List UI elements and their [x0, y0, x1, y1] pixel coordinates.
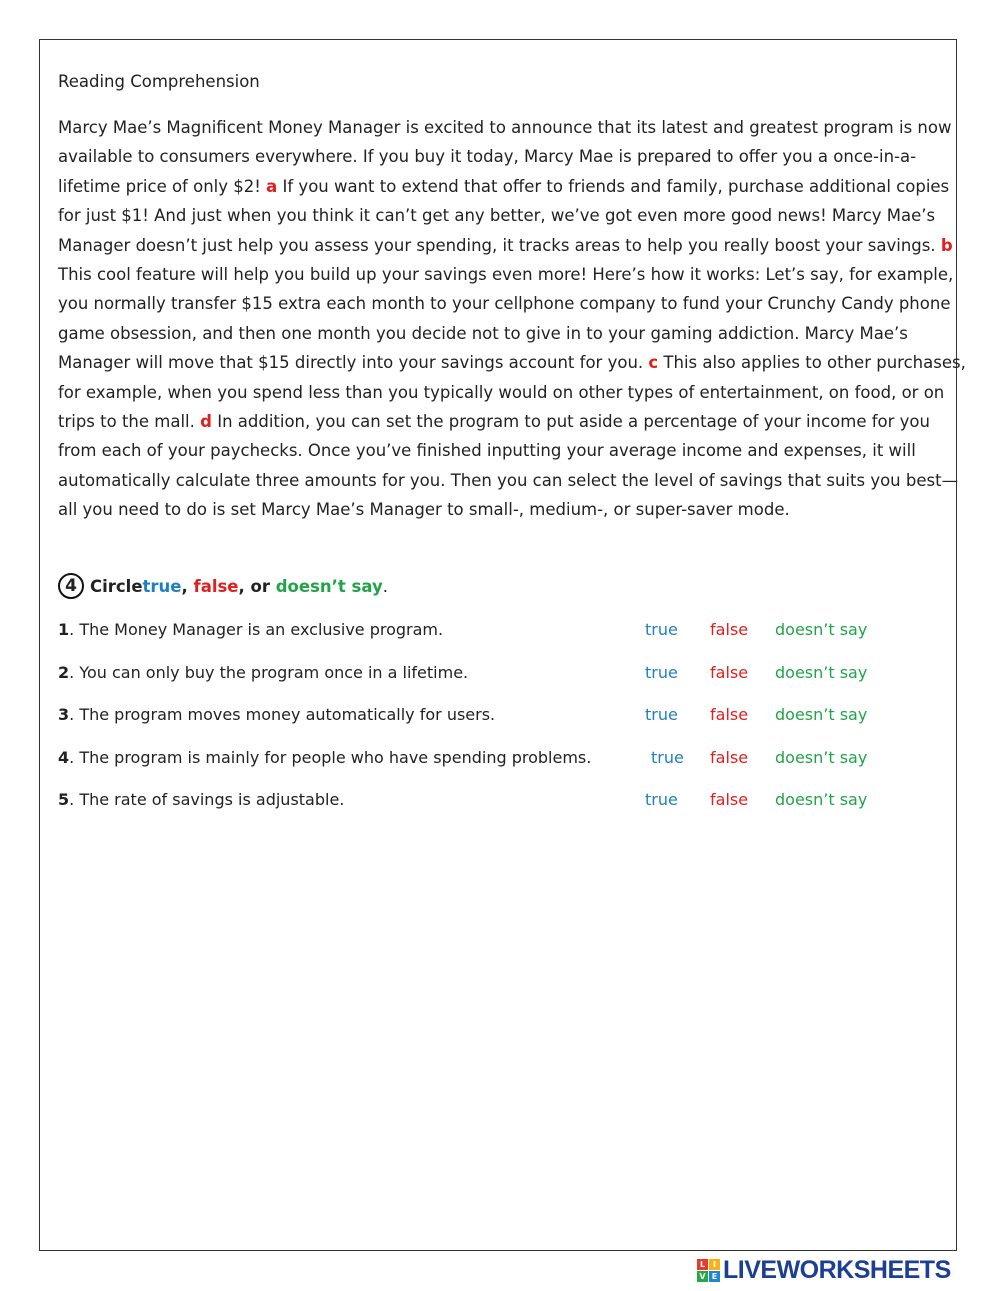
passage-text: for just $1! And just when you think it can’t get any better, we’ve got even more good news! Marcy Mae’s — [58, 206, 936, 226]
question-number: 1 — [58, 620, 70, 639]
passage-marker-a: a — [266, 176, 278, 196]
option-true[interactable]: true — [645, 705, 678, 724]
passage-text: all you need to do is set Marcy Mae’s Manager to small-, medium-, or super-saver mode. — [58, 500, 790, 520]
option-true[interactable]: true — [645, 620, 678, 639]
passage-line — [58, 201, 936, 230]
passage-text: lifetime price of only $2! — [58, 176, 267, 196]
option-doesnt-say[interactable]: doesn’t say — [775, 748, 868, 767]
page-title: Reading Comprehension — [58, 72, 260, 91]
question-text: The Money Manager is an exclusive program. — [79, 620, 444, 639]
passage-text: This cool feature will help you build up your savings even more! Here’s how it works: Let’s say, for example, — [58, 265, 954, 285]
question-number: 5 — [58, 790, 70, 809]
passage-marker-d: d — [200, 412, 212, 432]
question-number: 3 — [58, 705, 70, 724]
exercise-instruction — [58, 570, 388, 602]
option-doesnt-say[interactable]: doesn’t say — [775, 663, 868, 682]
question-text: The program is mainly for people who have spending problems. — [79, 748, 592, 767]
passage-text: you normally transfer $15 extra each month to your cellphone company to fund your Crunchy Candy phone — [58, 294, 951, 314]
logo-block: V — [697, 1271, 708, 1282]
option-false[interactable]: false — [710, 663, 749, 682]
question-text: The rate of savings is adjustable. — [79, 790, 345, 809]
option-true[interactable]: true — [651, 748, 684, 767]
passage-line — [58, 436, 930, 465]
question-number-dot: . — [69, 620, 80, 639]
question-number-dot: . — [69, 705, 80, 724]
option-false[interactable]: false — [710, 748, 749, 767]
passage-marker-c: c — [648, 353, 659, 373]
passage-marker-b: b — [940, 235, 953, 255]
instruction-word-doesnt-say: doesn’t say — [275, 576, 383, 596]
passage-line — [58, 142, 930, 171]
option-true[interactable]: true — [645, 790, 678, 809]
question-number-dot: . — [69, 790, 80, 809]
option-doesnt-say[interactable]: doesn’t say — [775, 790, 868, 809]
logo-blocks-icon — [697, 1259, 720, 1282]
option-false[interactable]: false — [710, 620, 749, 639]
passage-text: If you want to extend that offer to friends and family, purchase additional copies — [277, 176, 950, 196]
question-text: You can only buy the program once in a lifetime. — [79, 663, 469, 682]
passage-line — [58, 172, 950, 201]
passage-line — [58, 348, 966, 377]
instruction-prefix: Circle — [90, 576, 143, 596]
option-false[interactable]: false — [710, 705, 749, 724]
option-false[interactable]: false — [710, 790, 749, 809]
passage-text: game obsession, and then one month you decide not to give in to your gaming addiction. Marcy Mae’s — [58, 323, 908, 343]
question-number-dot: . — [69, 663, 80, 682]
logo-block: I — [709, 1259, 720, 1270]
instruction-sep-2: , or — [238, 576, 276, 596]
passage-line — [58, 495, 930, 524]
logo-text: LIVEWORKSHEETS — [723, 1255, 951, 1284]
passage-text: trips to the mall. — [58, 412, 201, 432]
question-2 — [58, 661, 468, 685]
logo-block: E — [709, 1271, 720, 1282]
passage-text: In addition, you can set the program to put aside a percentage of your income for you — [211, 412, 930, 432]
option-true[interactable]: true — [645, 663, 678, 682]
passage-line — [58, 231, 953, 260]
exercise-number-badge: 4 — [58, 573, 84, 599]
passage-text: for example, when you spend less than you typically would on other types of entertainment, on food, or on — [58, 382, 945, 402]
passage-line — [58, 378, 945, 407]
instruction-word-true: true — [142, 576, 182, 596]
question-1 — [58, 618, 443, 642]
question-3 — [58, 703, 495, 727]
question-number: 4 — [58, 748, 70, 767]
question-number: 2 — [58, 663, 70, 682]
passage-text: This also applies to other purchases, — [658, 353, 966, 373]
question-4 — [58, 746, 591, 770]
instruction-word-false: false — [193, 576, 239, 596]
logo-block: L — [697, 1259, 708, 1270]
passage-text: Manager doesn’t just help you assess your spending, it tracks areas to help you really boost your savings. — [58, 235, 941, 255]
instruction-end: . — [382, 576, 388, 596]
passage-text: Manager will move that $15 directly into your savings account for you. — [58, 353, 649, 373]
passage-text: from each of your paychecks. Once you’ve finished inputting your average income and expenses, it will — [58, 441, 916, 461]
passage-text: Marcy Mae’s Magnificent Money Manager is excited to announce that its latest and greatest program is now — [58, 118, 952, 137]
question-number-dot: . — [69, 748, 80, 767]
option-doesnt-say[interactable]: doesn’t say — [775, 620, 868, 639]
liveworksheets-logo — [697, 1256, 951, 1284]
instruction-sep-1: , — [181, 576, 194, 596]
option-doesnt-say[interactable]: doesn’t say — [775, 705, 868, 724]
question-5 — [58, 788, 344, 812]
passage-line — [58, 260, 954, 289]
question-text: The program moves money automatically for users. — [79, 705, 496, 724]
reading-passage — [58, 113, 966, 525]
passage-line — [58, 407, 930, 436]
passage-text: available to consumers everywhere. If you buy it today, Marcy Mae is prepared to offer you a once-in-a- — [58, 147, 917, 167]
passage-line — [58, 319, 930, 348]
passage-line — [58, 289, 951, 318]
passage-line — [58, 113, 952, 142]
passage-line — [58, 466, 959, 495]
passage-text: automatically calculate three amounts for you. Then you can select the level of savings that suits you best— — [58, 470, 959, 490]
